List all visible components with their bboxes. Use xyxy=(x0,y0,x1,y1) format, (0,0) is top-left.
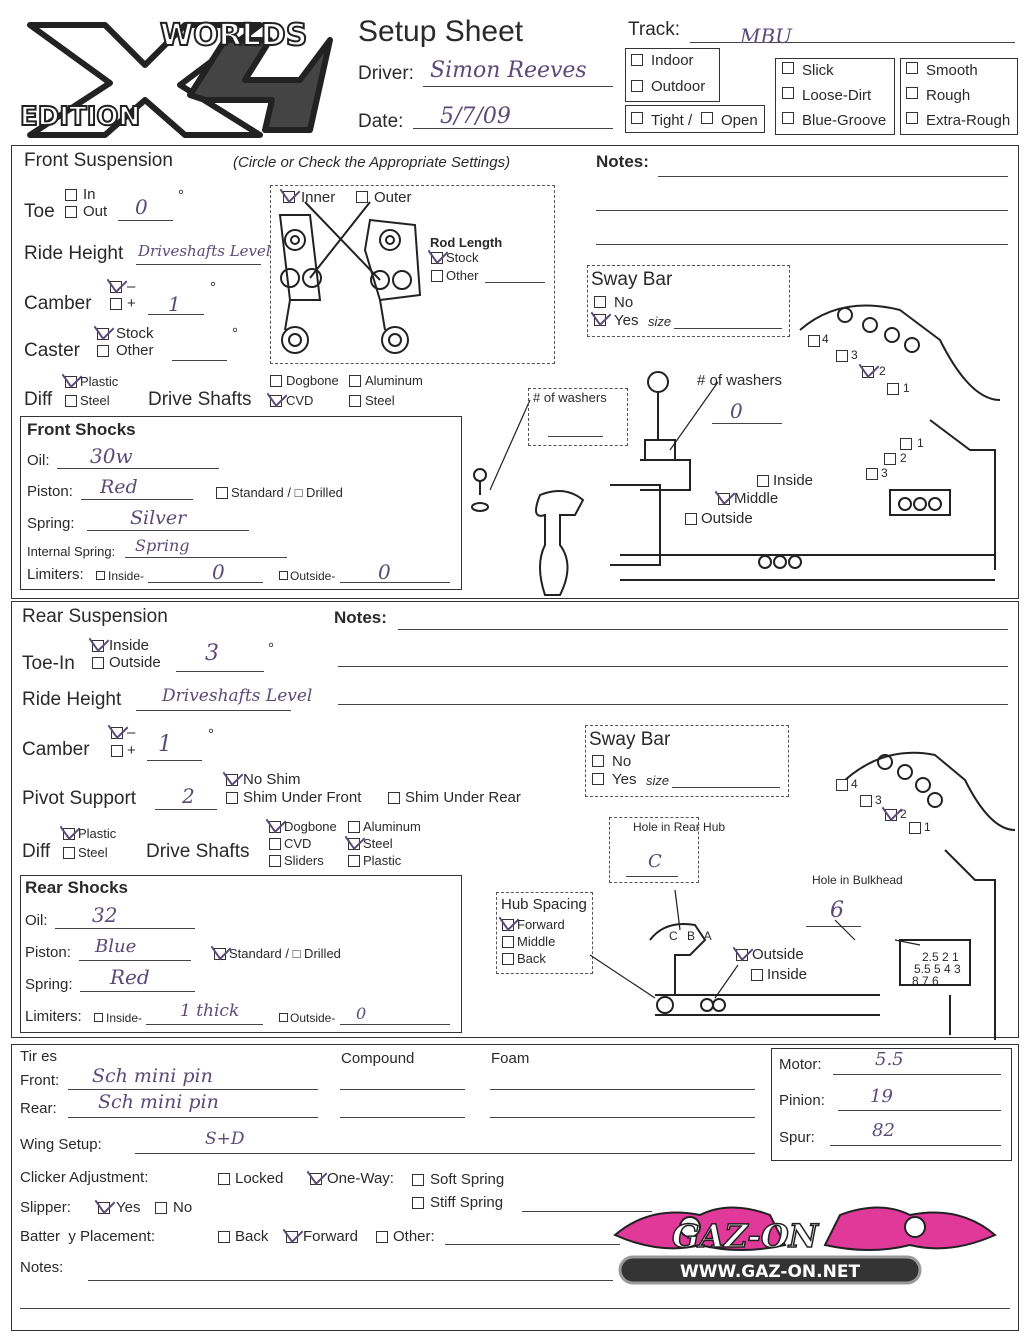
front-spring-line xyxy=(87,530,249,531)
front-limiter-inside-value[interactable]: 0 xyxy=(212,560,225,584)
toe-out-checkbox[interactable] xyxy=(65,206,77,218)
tires-front-foam-line[interactable] xyxy=(490,1089,755,1090)
front-inside-checkbox[interactable] xyxy=(757,475,769,487)
front-spring-value[interactable]: Silver xyxy=(130,507,187,529)
front-notes-label: Notes: xyxy=(596,152,649,171)
open-checkbox[interactable] xyxy=(701,112,713,124)
battery-other-checkbox[interactable] xyxy=(376,1231,388,1243)
shim-rear-label: Shim Under Rear xyxy=(405,789,521,806)
hub-forward-checkbox[interactable] xyxy=(502,919,514,931)
compound-label: Compound xyxy=(341,1050,415,1067)
rod-other-label: Other xyxy=(446,268,479,283)
locked-label: Locked xyxy=(235,1170,284,1187)
front-piston-value[interactable]: Red xyxy=(100,476,138,498)
front-hole-1: 1 xyxy=(903,381,910,395)
rear-hole-1: 1 xyxy=(924,820,931,834)
camber-label: Camber xyxy=(24,293,92,314)
front-hole-3: 3 xyxy=(851,348,858,362)
spur-line xyxy=(830,1145,1001,1146)
track-label: Track: xyxy=(628,19,681,40)
rear-oil-line xyxy=(55,928,195,929)
rear-limiter-inside-label: Inside- xyxy=(106,1011,143,1025)
front-shocks-box xyxy=(20,416,462,590)
rear-sliders-label: Sliders xyxy=(284,853,324,868)
rear-hole-2: 2 xyxy=(900,807,907,821)
knuckle-diagram xyxy=(465,455,595,605)
rear-toe-outside-checkbox[interactable] xyxy=(92,657,104,669)
front-drive-shafts-label: Drive Shafts xyxy=(148,389,252,410)
battery-other-label: Other: xyxy=(393,1228,435,1245)
front-sway-no-label: No xyxy=(614,294,634,311)
hole-bulkhead-label: Hole in Bulkhead xyxy=(812,873,903,887)
rear-hole-3-checkbox[interactable] xyxy=(860,795,872,807)
tires-front-value[interactable]: Sch mini pin xyxy=(92,1065,213,1087)
washers2-value[interactable]: 0 xyxy=(730,399,743,423)
extra-rough-label: Extra-Rough xyxy=(926,112,1011,129)
toe-in-label: In xyxy=(83,186,96,203)
date-value[interactable]: 5/7/09 xyxy=(440,104,511,129)
rear-drive-shafts-label: Drive Shafts xyxy=(146,841,250,862)
front-cvd-label: CVD xyxy=(286,393,314,408)
spur-label: Spur: xyxy=(779,1129,815,1146)
rear-standard-drilled-label: Standard / □ Drilled xyxy=(229,946,341,961)
driver-line xyxy=(423,86,613,87)
rear-diff-steel-label: Steel xyxy=(78,845,108,860)
front-sway-yes-label: Yes xyxy=(614,312,639,329)
rough-checkbox[interactable] xyxy=(906,87,918,99)
washers1-label: # of washers xyxy=(533,390,607,405)
rear-piston-value[interactable]: Blue xyxy=(95,936,137,957)
front-diff-label: Diff xyxy=(24,389,53,410)
rear-sliders-checkbox[interactable] xyxy=(269,855,281,867)
front-internal-spring-label: Internal Spring: xyxy=(27,544,116,559)
blue-groove-checkbox[interactable] xyxy=(782,112,794,124)
front-limiter-outside-checkbox[interactable] xyxy=(279,571,288,580)
outdoor-label: Outdoor xyxy=(651,78,706,95)
toe-label: Toe xyxy=(24,201,55,222)
front-outside-checkbox[interactable] xyxy=(685,513,697,525)
front-limiter-outside-line xyxy=(340,582,450,583)
no-shim-label: No Shim xyxy=(243,771,301,788)
battery-label: Batter y Placement: xyxy=(20,1228,156,1245)
rear-arm-diagram xyxy=(595,740,1015,1040)
indoor-checkbox[interactable] xyxy=(631,54,643,66)
pivot-support-label: Pivot Support xyxy=(22,788,137,809)
slipper-no-label: No xyxy=(173,1199,193,1216)
rear-camber-minus-label: – xyxy=(127,724,136,741)
camber-plus-checkbox[interactable] xyxy=(110,298,122,310)
one-way-label: One-Way: xyxy=(327,1170,394,1187)
motor-value[interactable]: 5.5 xyxy=(875,1049,904,1070)
loose-dirt-checkbox[interactable] xyxy=(782,87,794,99)
front-limiter-outside-value[interactable]: 0 xyxy=(378,560,391,584)
camber-degree: ° xyxy=(210,279,216,296)
front-instruction: (Circle or Check the Appropriate Settings) xyxy=(233,154,511,171)
rear-limiter-inside-value[interactable]: 1 thick xyxy=(180,1001,240,1021)
gaz-on-logo xyxy=(610,1195,1000,1295)
front-hole-4-checkbox[interactable] xyxy=(808,335,820,347)
hub-back-checkbox[interactable] xyxy=(502,953,514,965)
battery-back-checkbox[interactable] xyxy=(218,1231,230,1243)
gaz-on-url: WWW.GAZ-ON.NET xyxy=(679,1262,861,1282)
washers2-label: # of washers xyxy=(697,372,783,389)
pinion-value[interactable]: 19 xyxy=(870,1086,893,1107)
indoor-label: Indoor xyxy=(651,52,694,69)
bulkhead-row-3: 8 7 6 xyxy=(912,974,939,988)
front-sway-size-label: size xyxy=(648,314,672,329)
rear-sway-bar-title: Sway Bar xyxy=(589,729,671,750)
x4-logo xyxy=(10,5,340,140)
page-title: Setup Sheet xyxy=(358,15,524,48)
smooth-label: Smooth xyxy=(926,62,978,79)
rod-stock-label: Stock xyxy=(446,250,479,265)
rear-hole-1-checkbox[interactable] xyxy=(909,822,921,834)
toe-out-label: Out xyxy=(83,203,108,220)
rod-length-label: Rod Length xyxy=(430,235,503,250)
outdoor-checkbox[interactable] xyxy=(631,80,643,92)
steering-link-diagram xyxy=(270,190,550,360)
battery-back-label: Back xyxy=(235,1228,269,1245)
open-label: Open xyxy=(721,112,758,129)
hole-rear-hub-label: Hole in Rear Hub xyxy=(633,820,726,834)
caster-value-line xyxy=(172,360,227,361)
rear-toe-degree: ° xyxy=(268,640,274,657)
front-aluminum-label: Aluminum xyxy=(365,373,423,388)
rear-camber-plus-checkbox[interactable] xyxy=(111,745,123,757)
front-spring-label: Spring: xyxy=(27,515,75,532)
ride-height-label: Ride Height xyxy=(24,243,124,264)
rear-ride-height-line xyxy=(136,710,291,711)
rear-dogbone-label: Dogbone xyxy=(284,819,337,834)
rear-hole-4: 4 xyxy=(851,777,858,791)
gaz-on-brand: GAZ-ON xyxy=(672,1217,818,1255)
tires-label: Tir es xyxy=(20,1048,57,1065)
front-oil-value[interactable]: 30w xyxy=(90,444,133,468)
front-piston-label: Piston: xyxy=(27,483,73,500)
front-lower-2: 2 xyxy=(900,451,907,465)
rear-suspension-title: Rear Suspension xyxy=(22,606,168,627)
battery-other-line[interactable] xyxy=(445,1244,620,1245)
hole-bulkhead-value[interactable]: 6 xyxy=(830,898,844,923)
camber-minus-label: – xyxy=(127,278,136,295)
slipper-no-checkbox[interactable] xyxy=(155,1202,167,1214)
toe-in-checkbox[interactable] xyxy=(65,189,77,201)
rear-diff-plastic-checkbox[interactable] xyxy=(63,828,75,840)
front-lower-3: 3 xyxy=(881,466,888,480)
wing-setup-value[interactable]: S+D xyxy=(205,1129,245,1149)
tires-rear-label: Rear: xyxy=(20,1100,57,1117)
tight-checkbox[interactable] xyxy=(631,112,643,124)
rough-label: Rough xyxy=(926,87,971,104)
front-outside-label: Outside xyxy=(701,510,753,527)
tires-rear-value[interactable]: Sch mini pin xyxy=(98,1091,219,1113)
ride-height-line xyxy=(136,264,261,265)
rear-camber-degree: ° xyxy=(208,726,214,743)
ride-height-value[interactable]: Driveshafts Level xyxy=(138,242,271,260)
rear-camber-minus-checkbox[interactable] xyxy=(111,727,123,739)
hub-forward-label: Forward xyxy=(517,917,565,932)
camber-value[interactable]: 1 xyxy=(168,292,181,316)
front-oil-label: Oil: xyxy=(27,452,50,469)
rear-hole-2-checkbox[interactable] xyxy=(885,809,897,821)
front-limiter-inside-label: Inside- xyxy=(108,569,145,583)
front-cvd-checkbox[interactable] xyxy=(270,395,282,407)
rear-cvd-label: CVD xyxy=(284,836,312,851)
rear-oil-label: Oil: xyxy=(25,912,48,929)
caster-label: Caster xyxy=(24,340,80,361)
caster-other-label: Other xyxy=(116,342,154,359)
rear-toe-outside-label: Outside xyxy=(109,654,161,671)
rear-camber-line xyxy=(147,760,202,761)
bulkhead-row-2: 5.5 5 4 3 xyxy=(914,962,961,976)
rear-notes-line-1[interactable] xyxy=(398,629,1008,630)
caster-stock-label: Stock xyxy=(116,325,154,342)
bottom-notes-line-1[interactable] xyxy=(88,1280,613,1281)
extra-rough-checkbox[interactable] xyxy=(906,112,918,124)
rear-diff-steel-checkbox[interactable] xyxy=(63,847,75,859)
camber-minus-checkbox[interactable] xyxy=(110,281,122,293)
slick-checkbox[interactable] xyxy=(782,62,794,74)
shim-rear-checkbox[interactable] xyxy=(388,792,400,804)
front-aluminum-checkbox[interactable] xyxy=(349,375,361,387)
rear-limiter-inside-line xyxy=(146,1024,263,1025)
rear-shocks-title: Rear Shocks xyxy=(25,878,128,897)
front-inside-label: Inside xyxy=(773,472,814,489)
stiff-spring-label: Stiff Spring xyxy=(430,1194,504,1211)
front-notes-line-2[interactable] xyxy=(596,210,1008,211)
motor-label: Motor: xyxy=(779,1056,822,1073)
tires-front-compound-line[interactable] xyxy=(340,1089,465,1090)
slipper-yes-label: Yes xyxy=(116,1199,141,1216)
tires-rear-compound-line[interactable] xyxy=(340,1117,465,1118)
hub-cba-label: C B A xyxy=(669,929,715,943)
toe-value[interactable]: 0 xyxy=(135,195,148,219)
front-standard-checkbox[interactable] xyxy=(216,487,228,499)
rear-limiter-outside-line xyxy=(340,1024,450,1025)
rear-camber-value[interactable]: 1 xyxy=(158,732,172,757)
front-lower-3-checkbox[interactable] xyxy=(866,468,878,480)
front-diff-plastic-label: Plastic xyxy=(80,374,119,389)
front-sway-bar-title: Sway Bar xyxy=(591,269,673,290)
soft-spring-label: Soft Spring xyxy=(430,1171,505,1188)
tight-label: Tight / xyxy=(651,112,693,129)
rear-toe-inside-checkbox[interactable] xyxy=(92,640,104,652)
rear-cvd-checkbox[interactable] xyxy=(269,838,281,850)
caster-stock-checkbox[interactable] xyxy=(97,328,109,340)
rear-limiter-outside-value[interactable]: 0 xyxy=(356,1004,367,1023)
date-label: Date: xyxy=(358,111,404,132)
rear-spring-value[interactable]: Red xyxy=(110,965,150,989)
rear-spring-line xyxy=(80,991,195,992)
pinion-line xyxy=(838,1110,1001,1111)
rear-toe-value[interactable]: 3 xyxy=(205,641,219,666)
front-dogbone-label: Dogbone xyxy=(286,373,339,388)
clicker-label: Clicker Adjustment: xyxy=(20,1169,149,1186)
bottom-notes-line-2[interactable] xyxy=(20,1308,1010,1309)
rear-piston-label: Piston: xyxy=(25,944,71,961)
logo-edition-text: EDITION xyxy=(20,102,141,132)
rear-toe-inside-label: Inside xyxy=(109,637,150,654)
rear-steel-checkbox[interactable] xyxy=(348,838,360,850)
front-limiter-inside-line xyxy=(148,582,263,583)
rear-diff-plastic-label: Plastic xyxy=(78,826,117,841)
rear-limiters-label: Limiters: xyxy=(25,1008,82,1025)
rear-toe-label: Toe-In xyxy=(22,653,75,674)
front-standard-drilled-label: Standard / □ Drilled xyxy=(231,485,343,500)
rear-camber-label: Camber xyxy=(22,739,90,760)
rear-sway-size-label: size xyxy=(646,773,670,788)
front-diff-steel-label: Steel xyxy=(80,393,110,408)
blue-groove-label: Blue-Groove xyxy=(802,112,887,129)
rear-hole-4-checkbox[interactable] xyxy=(836,779,848,791)
soft-spring-checkbox[interactable] xyxy=(412,1174,424,1186)
rear-limiter-outside-label: Outside- xyxy=(290,1011,336,1025)
foam-label: Foam xyxy=(491,1050,530,1067)
inner-label: Inner xyxy=(301,189,336,206)
rear-sway-no-label: No xyxy=(612,753,632,770)
rear-notes-label: Notes: xyxy=(334,608,387,627)
front-oil-line xyxy=(57,468,219,469)
wing-setup-line xyxy=(135,1153,755,1154)
battery-forward-label: Forward xyxy=(303,1228,359,1245)
track-value[interactable]: MBU xyxy=(740,24,793,48)
front-hole-1-checkbox[interactable] xyxy=(887,383,899,395)
caster-degree: ° xyxy=(232,325,238,342)
front-middle-checkbox[interactable] xyxy=(718,493,730,505)
front-diff-steel-checkbox[interactable] xyxy=(65,395,77,407)
front-internal-spring-value[interactable]: Spring xyxy=(135,536,190,555)
rear-notes-line-3[interactable] xyxy=(338,704,1008,705)
washers1-line xyxy=(548,436,603,437)
shim-front-label: Shim Under Front xyxy=(243,789,362,806)
hub-back-label: Back xyxy=(517,951,546,966)
front-hole-3-checkbox[interactable] xyxy=(836,350,848,362)
shim-front-checkbox[interactable] xyxy=(226,792,238,804)
pivot-support-line xyxy=(155,809,217,810)
slick-label: Slick xyxy=(802,62,834,79)
hole-rear-hub-value[interactable]: C xyxy=(648,851,662,872)
pinion-label: Pinion: xyxy=(779,1092,825,1109)
no-shim-checkbox[interactable] xyxy=(226,774,238,786)
rear-inside-label: Inside xyxy=(767,966,808,983)
rear-diff-label: Diff xyxy=(22,841,51,862)
tires-rear-foam-line[interactable] xyxy=(490,1117,755,1118)
rear-outside-label: Outside xyxy=(752,946,804,963)
front-hole-4: 4 xyxy=(822,332,829,346)
rear-standard-checkbox[interactable] xyxy=(214,948,226,960)
camber-plus-label: + xyxy=(127,295,136,312)
tires-rear-line xyxy=(68,1117,318,1118)
toe-degree: ° xyxy=(178,187,184,204)
rear-oil-value[interactable]: 32 xyxy=(92,903,118,927)
rear-limiter-inside-checkbox[interactable] xyxy=(94,1013,103,1022)
spur-value[interactable]: 82 xyxy=(872,1120,895,1141)
front-internal-spring-line xyxy=(125,557,287,558)
front-shocks-title: Front Shocks xyxy=(27,420,136,439)
rear-sway-yes-label: Yes xyxy=(612,771,637,788)
front-limiter-outside-label: Outside- xyxy=(290,569,336,583)
front-limiter-inside-checkbox[interactable] xyxy=(96,571,105,580)
front-steel-label: Steel xyxy=(365,393,395,408)
wing-setup-label: Wing Setup: xyxy=(20,1136,102,1153)
front-lower-2-checkbox[interactable] xyxy=(884,453,896,465)
front-steel-checkbox[interactable] xyxy=(349,395,361,407)
front-middle-label: Middle xyxy=(734,490,779,507)
rear-aluminum-label: Aluminum xyxy=(363,819,421,834)
front-hole-2: 2 xyxy=(879,364,886,378)
front-suspension-title: Front Suspension xyxy=(24,150,173,171)
rear-ride-height-label: Ride Height xyxy=(22,689,122,710)
rear-spring-label: Spring: xyxy=(25,976,73,993)
rear-plastic-label: Plastic xyxy=(363,853,402,868)
rear-plastic-checkbox[interactable] xyxy=(348,855,360,867)
front-arm-diagram xyxy=(600,290,1010,570)
toe-value-line xyxy=(118,220,173,221)
front-notes-line-1[interactable] xyxy=(658,176,1008,177)
slipper-label: Slipper: xyxy=(20,1199,71,1216)
pivot-support-value[interactable]: 2 xyxy=(182,784,195,808)
front-lower-1-checkbox[interactable] xyxy=(900,438,912,450)
track-line xyxy=(690,42,1015,43)
loose-dirt-label: Loose-Dirt xyxy=(802,87,872,104)
outer-label: Outer xyxy=(374,189,412,206)
stiff-spring-checkbox[interactable] xyxy=(412,1197,424,1209)
front-diff-plastic-checkbox[interactable] xyxy=(65,376,77,388)
rear-dogbone-checkbox[interactable] xyxy=(269,821,281,833)
logo-worlds-text: WORLDS xyxy=(160,18,308,53)
bulkhead-row-1: 2.5 2 1 xyxy=(922,950,959,964)
rear-ride-height-value[interactable]: Driveshafts Level xyxy=(162,686,313,706)
front-notes-line-3[interactable] xyxy=(596,244,1008,245)
rear-limiter-outside-checkbox[interactable] xyxy=(279,1013,288,1022)
front-lower-1: 1 xyxy=(917,436,924,450)
rear-piston-line xyxy=(79,960,191,961)
tires-front-line xyxy=(68,1089,318,1090)
rear-camber-plus-label: + xyxy=(127,742,136,759)
locked-checkbox[interactable] xyxy=(218,1173,230,1185)
rear-steel-label: Steel xyxy=(363,836,393,851)
one-way-checkbox[interactable] xyxy=(310,1173,322,1185)
motor-line xyxy=(833,1074,1001,1075)
driver-value[interactable]: Simon Reeves xyxy=(430,58,587,83)
hub-spacing-label: Hub Spacing xyxy=(501,896,587,913)
smooth-checkbox[interactable] xyxy=(906,62,918,74)
caster-other-checkbox[interactable] xyxy=(97,345,109,357)
slipper-yes-checkbox[interactable] xyxy=(98,1202,110,1214)
front-piston-line xyxy=(81,499,193,500)
bottom-notes-label: Notes: xyxy=(20,1259,64,1276)
battery-forward-checkbox[interactable] xyxy=(286,1231,298,1243)
washers2-line xyxy=(712,423,782,424)
rear-hole-3: 3 xyxy=(875,793,882,807)
hub-middle-checkbox[interactable] xyxy=(502,936,514,948)
rear-notes-line-2[interactable] xyxy=(338,666,1008,667)
front-limiters-label: Limiters: xyxy=(27,566,84,583)
rear-toe-line xyxy=(176,671,264,672)
hub-middle-label: Middle xyxy=(517,934,556,949)
tires-front-label: Front: xyxy=(20,1072,60,1089)
front-hole-2-checkbox[interactable] xyxy=(862,366,874,378)
driver-label: Driver: xyxy=(358,63,414,84)
